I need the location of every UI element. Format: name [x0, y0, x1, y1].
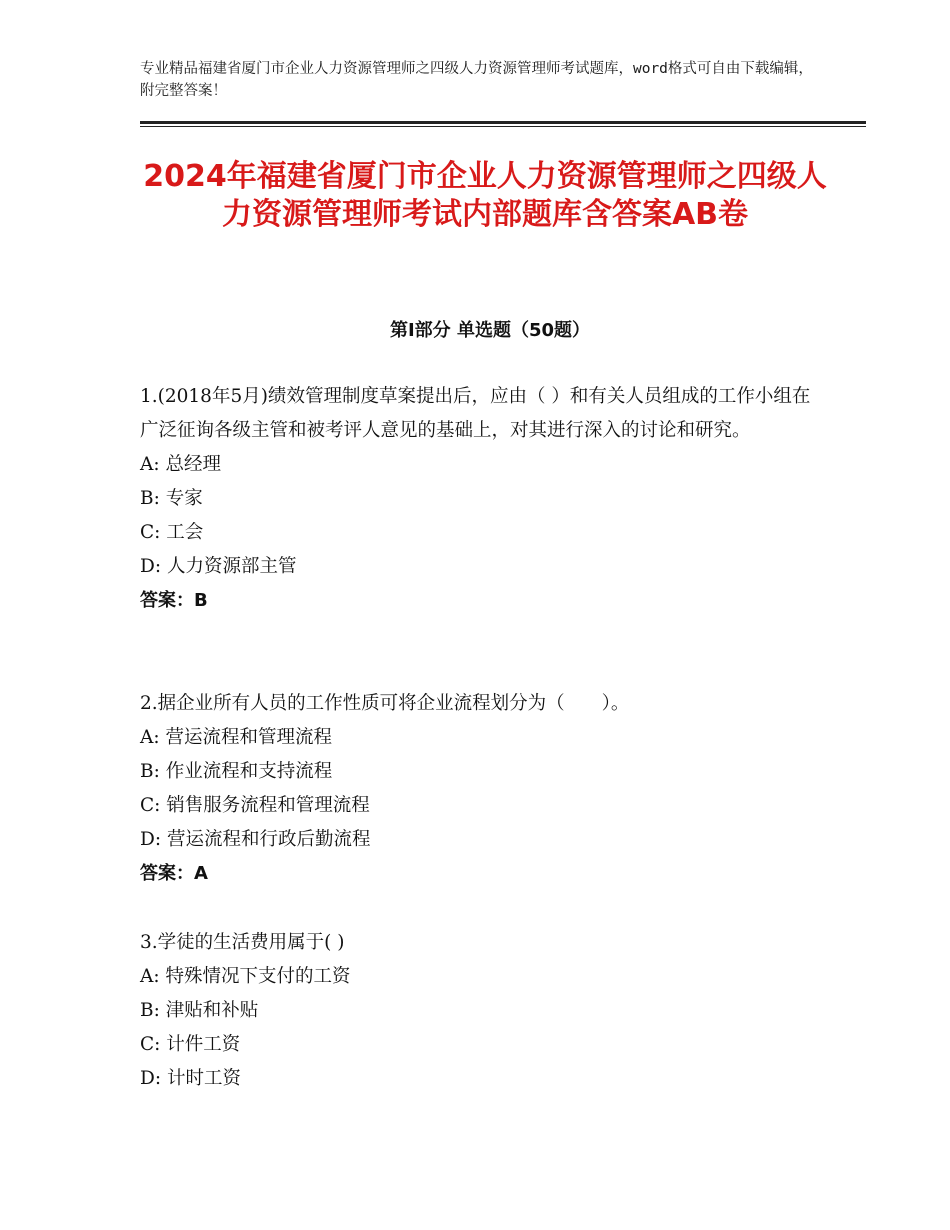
- option-a: A: 总经理: [140, 454, 221, 475]
- option-d: D: 人力资源部主管: [140, 556, 297, 577]
- option-a: A: 特殊情况下支付的工资: [140, 966, 351, 987]
- question-stem: 3.学徒的生活费用属于( ): [140, 932, 345, 953]
- option-c: C: 计件工资: [140, 1034, 241, 1055]
- question-2: [140, 687, 820, 891]
- answer: 答案：B: [140, 590, 208, 611]
- question-stem: 2.据企业所有人员的工作性质可将企业流程划分为（ ）。: [140, 693, 630, 714]
- option-d: D: 营运流程和行政后勤流程: [140, 829, 371, 850]
- option-b: B: 专家: [140, 488, 203, 509]
- document-title: 2024年福建省厦门市企业人力资源管理师之四级人力资源管理师考试内部题库含答案AB卷: [143, 159, 827, 232]
- header-note: 专业精品福建省厦门市企业人力资源管理师之四级人力资源管理师考试题库，word格式可自由下载编辑，附完整答案！: [140, 61, 813, 99]
- header-divider-thick: [140, 121, 866, 124]
- question-1: [140, 380, 820, 618]
- option-b: B: 作业流程和支持流程: [140, 761, 333, 782]
- section-heading: 第Ⅰ部分 单选题（50题）: [389, 320, 590, 341]
- answer: 答案：A: [140, 863, 208, 884]
- option-b: B: 津贴和补贴: [140, 1000, 259, 1021]
- question-3: [140, 926, 820, 1096]
- question-stem: 1.(2018年5月)绩效管理制度草案提出后，应由（ ）和有关人员组成的工作小组在广泛征询各级主管和被考评人意见的基础上，对其进行深入的讨论和研究。: [140, 386, 811, 441]
- option-c: C: 工会: [140, 522, 204, 543]
- header-divider-thin: [140, 126, 866, 127]
- option-c: C: 销售服务流程和管理流程: [140, 795, 370, 816]
- option-a: A: 营运流程和管理流程: [140, 727, 332, 748]
- option-d: D: 计时工资: [140, 1068, 241, 1089]
